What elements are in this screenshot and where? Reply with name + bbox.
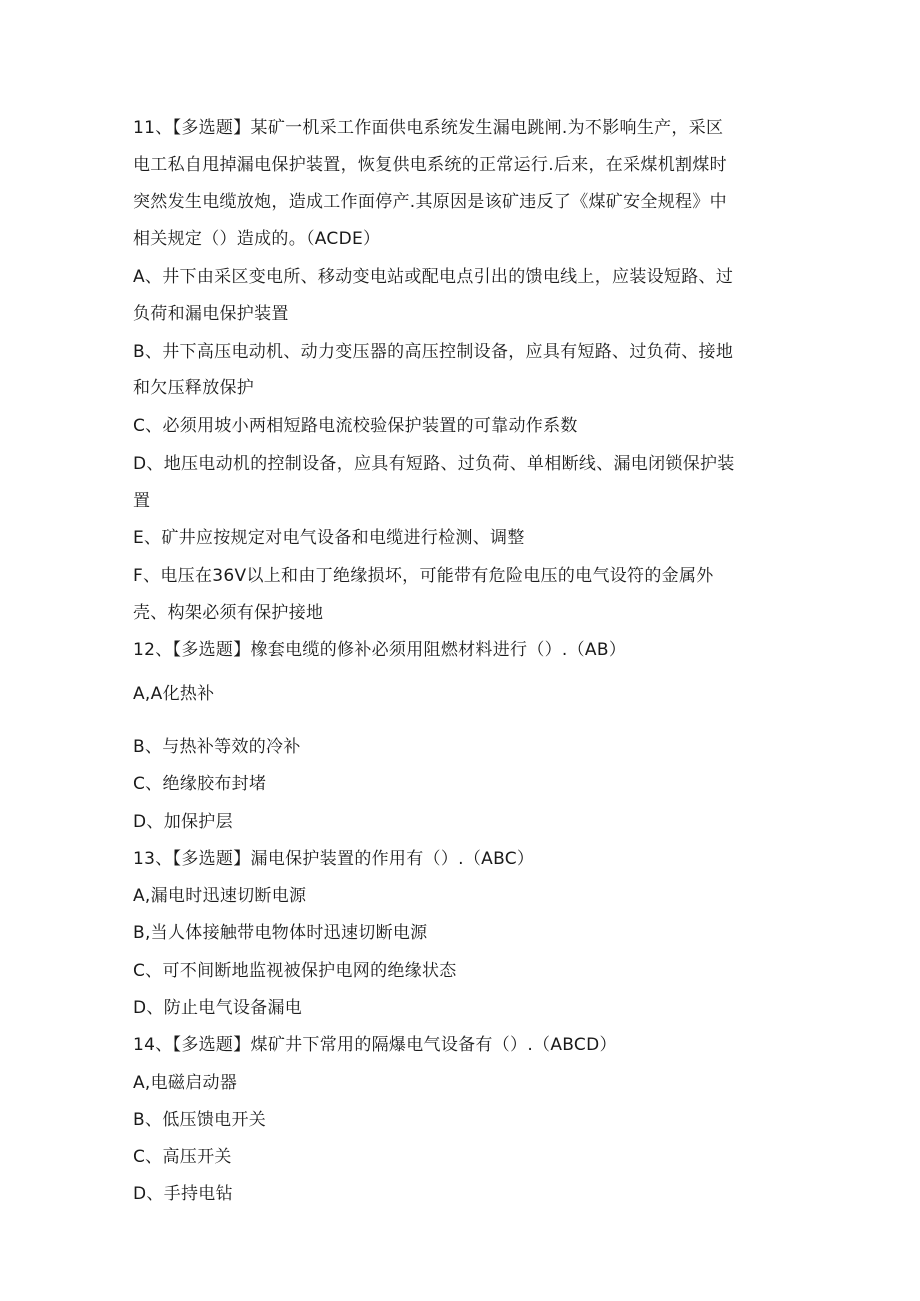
question-14-stem: 14、【多选题】煤矿井下常用的隔爆电气设备有（）.（ABCD） [133, 1035, 617, 1055]
question-14-option-d: D、手持电钻 [133, 1184, 233, 1204]
question-11-option-a-line-2: 负荷和漏电保护装置 [133, 304, 289, 324]
question-13-option-a: A,漏电时迅速切断电源 [133, 886, 307, 906]
question-14-option-b: B、低压馈电开关 [133, 1110, 267, 1130]
question-13-option-c: C、可不间断地监视被保护电网的绝缘状态 [133, 961, 457, 981]
question-12-option-c: C、绝缘胶布封堵 [133, 774, 267, 794]
question-11-stem-line-3: 突然发生电缆放炮，造成工作面停产.其原因是该矿违反了《煤矿安全规程》中 [133, 192, 727, 212]
question-13-option-b: B,当人体接触带电物体时迅速切断电源 [133, 923, 428, 943]
question-13-stem: 13、【多选题】漏电保护装置的作用有（）.（ABC） [133, 849, 535, 869]
question-11-option-b-line-2: 和欠压释放保护 [133, 378, 255, 398]
question-13-option-d: D、防止电气设备漏电 [133, 998, 303, 1018]
question-11-option-d-line-1: D、地压电动机的控制设备，应具有短路、过负荷、单相断线、漏电闭锁保护装 [133, 454, 735, 474]
question-12-stem: 12、【多选题】橡套电缆的修补必须用阻燃材料进行（）.（AB） [133, 640, 627, 660]
question-11-option-a-line-1: A、井下由采区变电所、移动变电站或配电点引出的馈电线上，应装设短路、过 [133, 267, 734, 287]
question-11-option-f-line-2: 壳、构架必须有保护接地 [133, 603, 324, 623]
question-12-option-d: D、加保护层 [133, 812, 233, 832]
question-11-stem-line-4: 相关规定（）造成的。（ACDE） [133, 229, 381, 249]
question-12-option-a: A,A化热补 [133, 684, 215, 704]
question-12-option-b: B、与热补等效的冷补 [133, 737, 301, 757]
question-11-stem-line-1: 11、【多选题】某矿一机采工作面供电系统发生漏电跳闸.为不影响生产，采区 [133, 118, 724, 138]
question-11-option-b-line-1: B、井下高压电动机、动力变压器的高压控制设备，应具有短路、过负荷、接地 [133, 342, 734, 362]
question-11-stem-line-2: 电工私自甩掉漏电保护装置，恢复供电系统的正常运行.后来，在采煤机割煤时 [133, 155, 727, 175]
question-14-option-a: A,电磁启动器 [133, 1073, 238, 1093]
question-11-option-e: E、矿井应按规定对电气设备和电缆进行检测、调整 [133, 528, 525, 548]
question-14-option-c: C、高压开关 [133, 1147, 232, 1167]
question-11-option-c: C、必须用坡小两相短路电流校验保护装置的可靠动作系数 [133, 416, 578, 436]
question-11-option-d-line-2: 置 [133, 491, 151, 511]
question-11-option-f-line-1: F、电压在36V以上和由丁绝缘损坏，可能带有危险电压的电气设符的金属外 [133, 566, 714, 586]
